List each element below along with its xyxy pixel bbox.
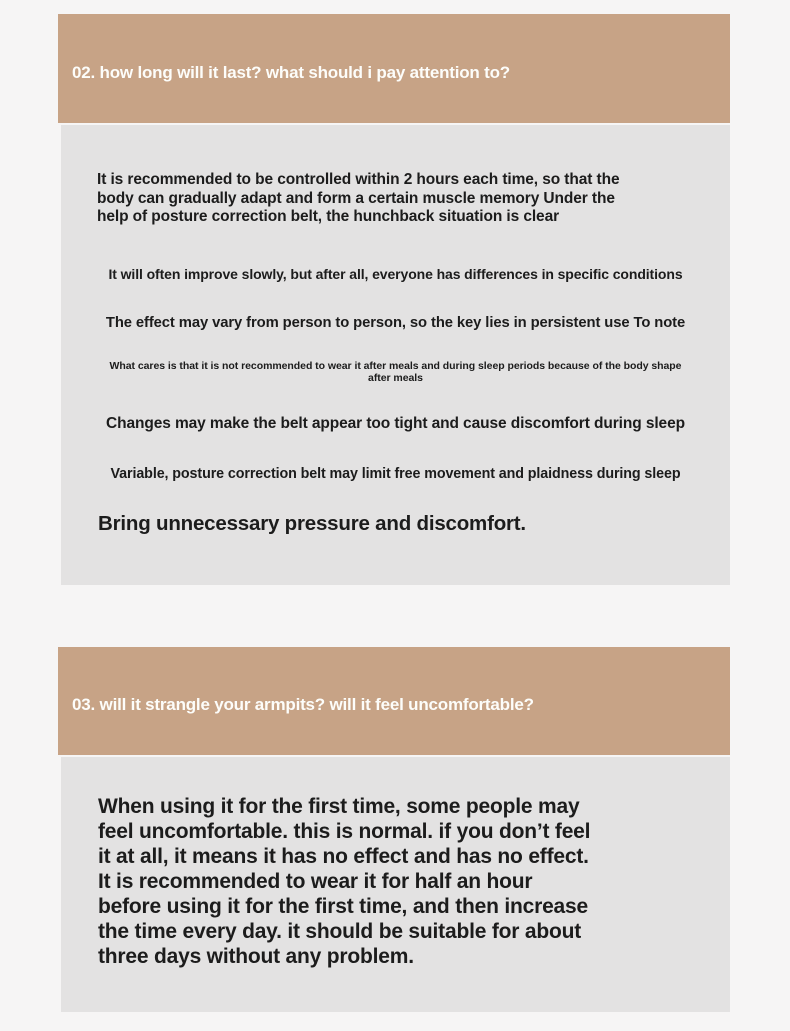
question-03-title: 03. will it strangle your armpits? will it feel uncomfortable? xyxy=(72,695,534,714)
answer-02-panel xyxy=(61,125,730,585)
answer-02-note-improve-slowly: It will often improve slowly, but after all, everyone has differences in specific conditions xyxy=(108,266,683,282)
answer-02-fine-print: What cares is that it is not recommended to wear it after meals and during sleep periods because of the body shape after meals xyxy=(109,360,682,384)
question-02-header xyxy=(58,14,730,123)
answer-02-note-effect-varies: The effect may vary from person to person, so the key lies in persistent use To note xyxy=(105,315,686,331)
question-03-header xyxy=(58,647,730,755)
answer-02-emphasis: Bring unnecessary pressure and discomfort. xyxy=(98,512,526,535)
answer-02-note-belt-tight: Changes may make the belt appear too tight and cause discomfort during sleep xyxy=(106,415,685,432)
answer-03-body-paragraph: When using it for the first time, some people may feel uncomfortable. this is normal. if you don’t feel it at all, it means it has no effect and has no effect. It is recommended to wear it for half an hour before using it for the first time, and then increase the time every day. it should be suitable for about three days without any problem. xyxy=(98,795,591,968)
answer-03-panel xyxy=(61,757,730,1012)
question-02-title: 02. how long will it last? what should i pay attention to? xyxy=(72,62,510,82)
answer-02-note-limit-movement: Variable, posture correction belt may limit free movement and plaidness during sleep xyxy=(110,466,681,482)
answer-02-intro-paragraph: It is recommended to be controlled within 2 hours each time, so that the body can gradually adapt and form a certain muscle memory Under the help of posture correction belt, the hunchback situation is clear xyxy=(97,171,620,225)
